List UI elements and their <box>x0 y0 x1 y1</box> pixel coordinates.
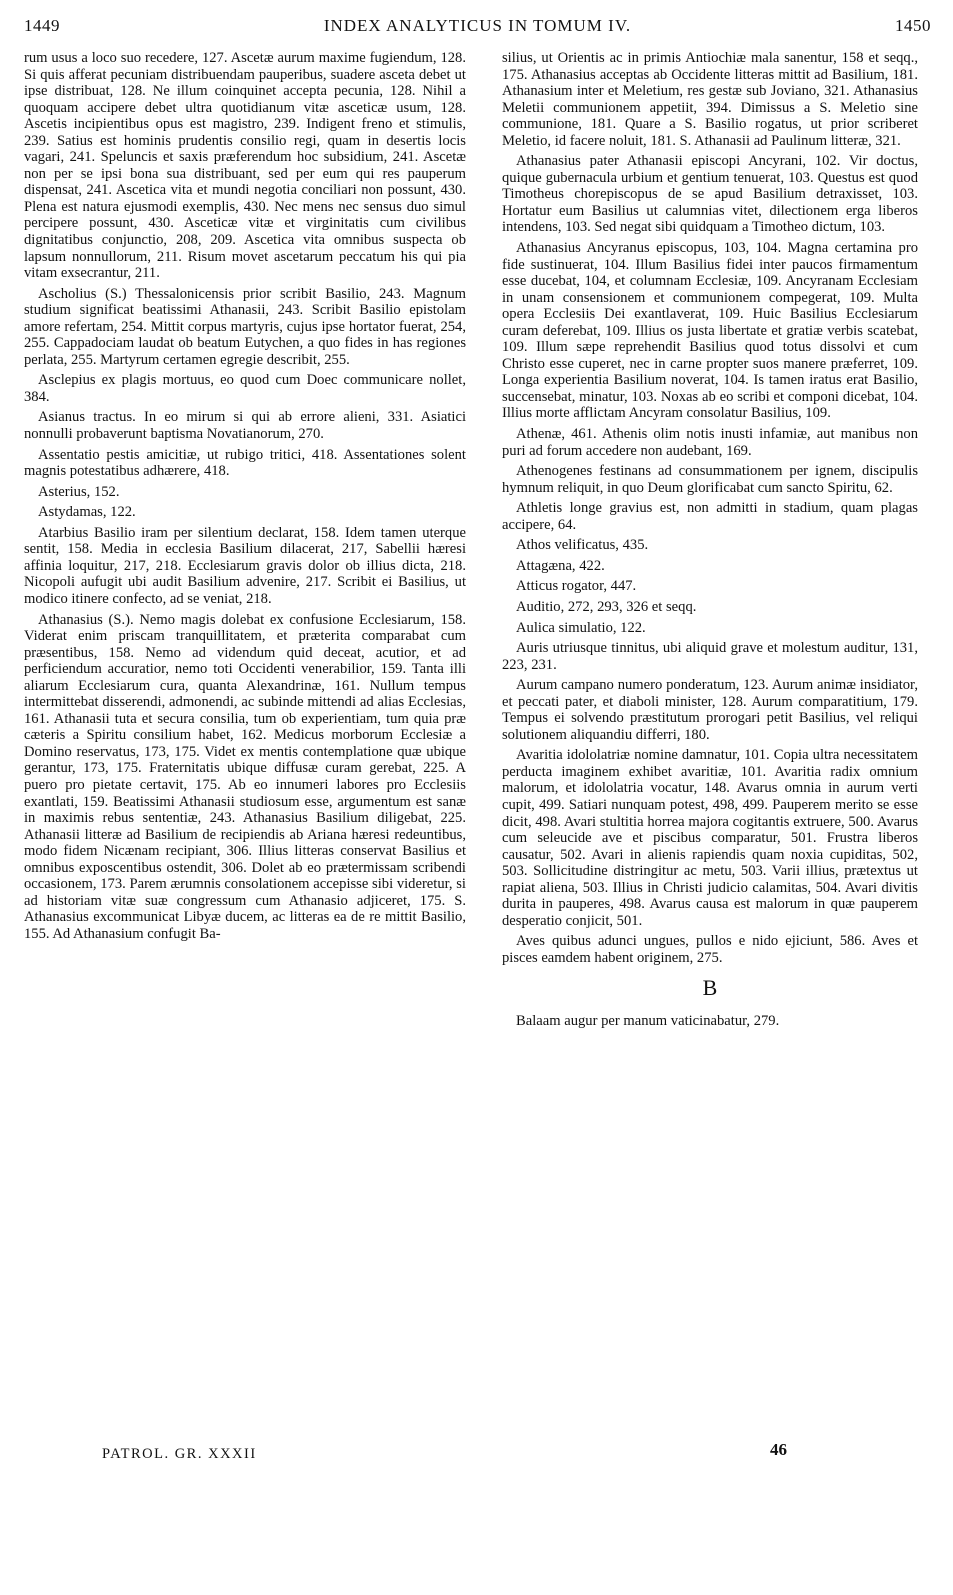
index-entry: Asterius, 152. <box>38 483 120 500</box>
index-entry: Asianus tractus. In eo mirum si qui ab errore alieni, 331. Asiatici nonnulli probaverunt baptisma Novatianorum, 270. <box>24 409 466 443</box>
header-title: INDEX ANALYTICUS IN TOMUM IV. <box>323 16 632 35</box>
index-entry: Auris utriusque tinnitus, ubi aliquid grave et molestum auditur, 131, 223, 231. <box>502 640 918 673</box>
page-number-right: 1450 <box>895 16 931 35</box>
index-entry: Athenæ, 461. Athenis olim notis inusti infamiæ, aut manibus non puri ad forum accedere non audebant, 169. <box>502 426 918 459</box>
index-entry: Balaam augur per manum vaticinabatur, 279. <box>516 1012 780 1029</box>
index-entry: silius, ut Orientis ac in primis Antiochiæ mala sanentur, 158 et seqq., 175. Athanasius acceptas ab Occidente litteras mittit ad Basilium, 181. Athanasium inter et Meletium, res gestæ sub Joviano, 321. Athanasius Meletii communionem appetiit, 394. Dimissus a S. Meletio sine communione, 181. Quare a S. Basilio rogatus, ut prior scriberet Meletio, id facere noluit, 181. S. Athanasii ad Paulinum litteræ, 321. <box>502 50 918 149</box>
index-entry: Aurum campano numero ponderatum, 123. Aurum animæ insidiator, et peccati pater, et diaboli minister, 128. Aurum comparatitium, 179. Tempus ei solvendo præstitutum prorogari petit Basilius, vel reliqui solutionem aliquandiu differri, 180. <box>502 677 918 743</box>
index-entry: Aves quibus adunci ungues, pullos e nido ejiciunt, 586. Aves et pisces eamdem habent originem, 275. <box>502 933 918 966</box>
footer-source: PATROL. GR. XXXII <box>102 1446 257 1462</box>
index-entry: Athenogenes festinans ad consummationem per ignem, discipulis hymnum reliquit, in quo Deum glorificabat cum sancto Spiritu, 62. <box>502 463 918 496</box>
index-entry: Atticus rogator, 447. <box>516 578 637 595</box>
index-entry: Assentatio pestis amicitiæ, ut rubigo tritici, 418. Assentationes solent magnis potestatibus adhærere, 418. <box>24 446 466 480</box>
section-letter: B <box>702 975 718 1001</box>
signature-mark: 46 <box>770 1440 787 1459</box>
index-entry: Avaritia idololatriæ nomine damnatur, 101. Copia ultra necessitatem perducta imaginem exhibet avaritiæ, 101. Avaritia radix omnium malorum, et idololatria vocatur, 148. Avarus omnia in aurum verti cupit, 499. Satiari nunquam potest, 498, 499. Pauperem merito se esse dicit, 498. Avari stultitia horrea majora cogitantis extruere, 500. Avarus cum seleucide ave et piscibus comparatur, 501. Frustra liberos causatur, 502. Avari in alienis rapiendis quam noxia cupiditas, 502, 503. Sollicitudine distringitur ac metu, 503. Varii illius, prætextus ut rapiat aliena, 503. Illius in Christi judicio calamitas, 504. Avari divitis durita in pauperes, 498. Avarus causa est malorum in quæ pauperem desperatio conjicit, 501. <box>502 747 918 929</box>
left-column <box>24 50 466 946</box>
index-entry: Asclepius ex plagis mortuus, eo quod cum Doec communicare nollet, 384. <box>24 372 466 405</box>
index-entry: Athanasius (S.). Nemo magis dolebat ex confusione Ecclesiarum, 158. Viderat enim priscam tranquillitatem, et præterita comparabat cum præsentibus, 158. Nemo ad videndum quid deceat, acutior, et ad perficiendum accuratior, nemo toti Occidenti venerabilior, 159. Tanta illi aliarum Ecclesiarum cura, quanta Alexandrinæ, 161. Nullum tempus intermittebat disserendi, admonendi, ac subinde mittendi ad alias Ecclesias, 161. Athanasii tuta et secura consilia, tum ob experientiam, tum quia præ cæteris a Spiritu consilium habet, 162. Medicus morborum Ecclesiæ a Domino reservatus, 173, 175. Videt ex mentis contemplatione quæ ubique gerantur, 173, 175. Fraternitatis ubique diffusæ curam gerebat, 225. A puero pro pietate certavit, 175. Ab eo innumeri labores pro Ecclesiis exantlati, 159. Beatissimi Athanasii studiosum esse, argumentum est sanæ in maximis rebus sententiæ, 243. Athanasius Basilium diligebat, 225. Athanasii litteræ ad Basilium de recipiendis ab Ariana hæresi redeuntibus, modo fidem Nicænam recipiant, 306. Illius litteras conservat Basilius et omnibus exposcentibus ostendit, 306. Dolet ab eo prætermissam scribendi occasionem, 173. Parem ærumnis consolationem accepisse sibi videretur, si ad historiam vitæ suæ congressum cum Athanasio adjiceret, 175. S. Athanasius excommunicat Libyæ ducem, ac litteras ea de re mittit Basilio, 155. Ad Athanasium confugit Ba- <box>24 611 466 942</box>
page-number-left: 1449 <box>24 16 60 35</box>
index-entry: Athletis longe gravius est, non admitti in stadium, quam plagas accipere, 64. <box>502 500 918 533</box>
index-entry: Athanasius Ancyranus episcopus, 103, 104. Magna certamina pro fide sustinuerat, 104. Illum Basilius fidei inter paucos firmamentum esse ducebat, 104, et columnam Ecclesiæ, 109. Ancyranam Ecclesiam in unam consensionem et communionem compegerat, 109. Multa opera Ecclesiis Dei exantlaverat, 109. Huic Basilius Ecclesiarum curam deferebat, 109. Illius os justa libertate et gratiæ verbis scatebat, 109. Illum sæpe reprehendit Basilius quod totus dissolvi et cum Christo esse cuperet, nec in carne propter suos manere præferret, 109. Longa experientia Basilium noverat, 104. Is tamen iratus erat Basilio, succensebat, minatur, 103. Noxas ab eo scribi et componi dicebat, 104. Illius morte afflictam Ancyram consolatur Basilius, 109. <box>502 240 918 422</box>
index-entry: rum usus a loco suo recedere, 127. Ascetæ aurum maxime fugiendum, 128. Si quis afferat pecuniam distribuendam pauperibus, suadere asceta debet ut ipse distribuat, 128. Ne illum coinquinet accepta pecunia, 128. Nihil a quoquam accipere debet ultra quotidianum vitæ asceticæ usum, 128. Ascetis incipientibus opus est magistro, 239. Indigent freno et stimulis, 239. Satius est hominis prudentis consilio regi, quam in desertis locis vagari, 241. Speluncis et saxis præferendum hoc subsidium, 241. Ascetæ non per se ipsi bona sua distribuant, sed per eum qui res pauperum dispensat, 241. Ascetica vita et mundi negotia conciliari non possunt, 430. Plena est natura ejusmodi exemplis, 430. Nec mens nec sensus duo simul percipere possunt, 430. Asceticæ vitæ et virginitatis cum civilibus dignitatibus conjunctio, 208, 209. Ascetica vita omnibus suspecta ob lapsum nonnullorum, 211. Risum movet ascetarum peccatum his qui pia vitam exsecrantur, 211. <box>24 50 466 282</box>
index-entry: Aulica simulatio, 122. <box>516 619 646 636</box>
right-column <box>502 50 918 1034</box>
index-entry: Ascholius (S.) Thessalonicensis prior scribit Basilio, 243. Magnum studium significat beatissimi Athanasii, 243. Scribit Basilio epistolam amore refertam, 254. Mittit corpus martyris, cujus ipse hortator fuerat, 254, 255. Cappadociam laudat ob beatum Eutychen, a quo fides in has regiones perlata, 255. Martyrum certamen egregie describit, 255. <box>24 285 466 368</box>
index-entry: Astydamas, 122. <box>38 504 136 521</box>
index-entry: Athos velificatus, 435. <box>516 537 649 554</box>
index-entry: Attagæna, 422. <box>516 557 605 574</box>
index-entry: Auditio, 272, 293, 326 et seqq. <box>516 598 697 615</box>
running-header <box>24 16 931 40</box>
index-entry: Athanasius pater Athanasii episcopi Ancyrani, 102. Vir doctus, quique gubernacula urbium et gentium tenuerat, 103. Questus est quod Timotheus chorepiscopus de se apud Basilium detraxisset, 103. Hortatur eum Basilius ut calumnias vitet, dilectionem erga liberos intendens, 103. Sed negat sibi quidquam a Timotheo dictum, 103. <box>502 153 918 236</box>
index-entry: Atarbius Basilio iram per silentium declarat, 158. Idem tamen uterque sentit, 158. Media in ecclesia Basilium dilacerat, 217, Sabellii hæresi affinia loquitur, 217, 218. Ecclesiarum gravis dolor ob illius dicta, 218. Nicopoli aufugit ubi audit Basilium advenire, 217. Scribit ei Basilius, ut modico itinere confecto, ad se veniat, 218. <box>24 524 466 607</box>
